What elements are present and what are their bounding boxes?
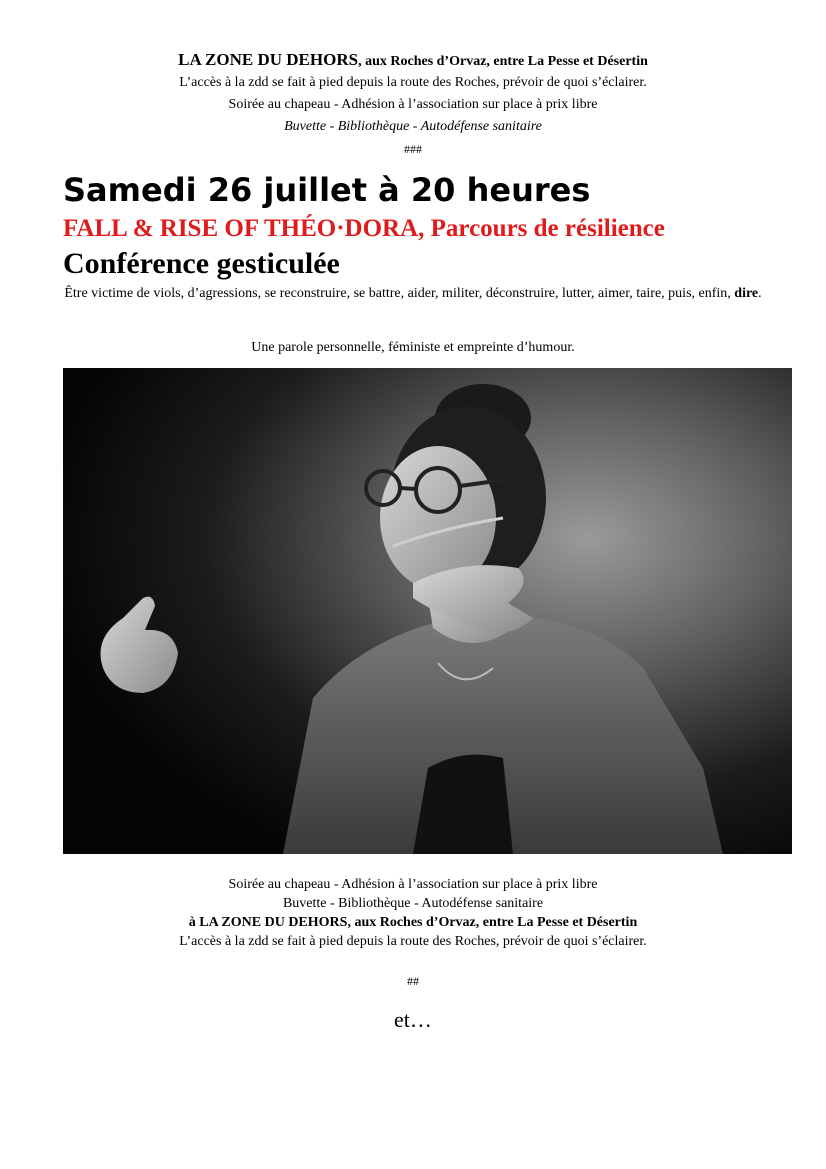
event-description: [63, 283, 763, 304]
footer-services: Buvette - Bibliothèque - Autodéfense sanitaire: [282, 896, 544, 911]
speaker-photo: [63, 368, 792, 854]
footer-block: [0, 875, 826, 951]
access-info: L’accès à la zdd se fait à pied depuis la route des Roches, prévoir de quoi s’éclairer.: [179, 75, 647, 90]
footer-venue: à LA ZONE DU DEHORS, aux Roches d’Orvaz, entre La Pesse et Désertin: [188, 915, 638, 930]
speaker-photo-image: [63, 368, 792, 854]
entry-info: Soirée au chapeau - Adhésion à l’association sur place à prix libre: [228, 97, 598, 112]
header-block: [0, 50, 826, 160]
description-emphasis: dire: [734, 286, 759, 301]
venue-name: LA ZONE DU DEHORS: [178, 50, 359, 69]
footer-entry: Soirée au chapeau - Adhésion à l’association sur place à prix libre: [228, 877, 598, 892]
description-text: Être victime de viols, d’agressions, se reconstruire, se battre, aider, militer, déconstruire, lutter, aimer, taire, puis, enfin,: [64, 286, 735, 301]
event-quote: Une parole personnelle, féministe et empreinte d’humour.: [251, 340, 575, 355]
event-title: FALL & RISE OF THÉO·DORA, Parcours de résilience: [63, 215, 665, 242]
continuation-text: et…: [394, 1007, 432, 1032]
footer-access: L’accès à la zdd se fait à pied depuis la route des Roches, prévoir de quoi s’éclairer.: [179, 934, 647, 949]
header-separator: ###: [404, 142, 422, 156]
event-date: Samedi 26 juillet à 20 heures: [63, 171, 591, 209]
event-type: Conférence gesticulée: [63, 247, 340, 280]
footer-separator: ##: [407, 974, 419, 988]
venue-location: , aux Roches d’Orvaz, entre La Pesse et Désertin: [358, 54, 648, 69]
services-info: Buvette - Bibliothèque - Autodéfense sanitaire: [284, 119, 542, 134]
venue-heading: [0, 50, 826, 72]
description-end: .: [758, 286, 762, 301]
